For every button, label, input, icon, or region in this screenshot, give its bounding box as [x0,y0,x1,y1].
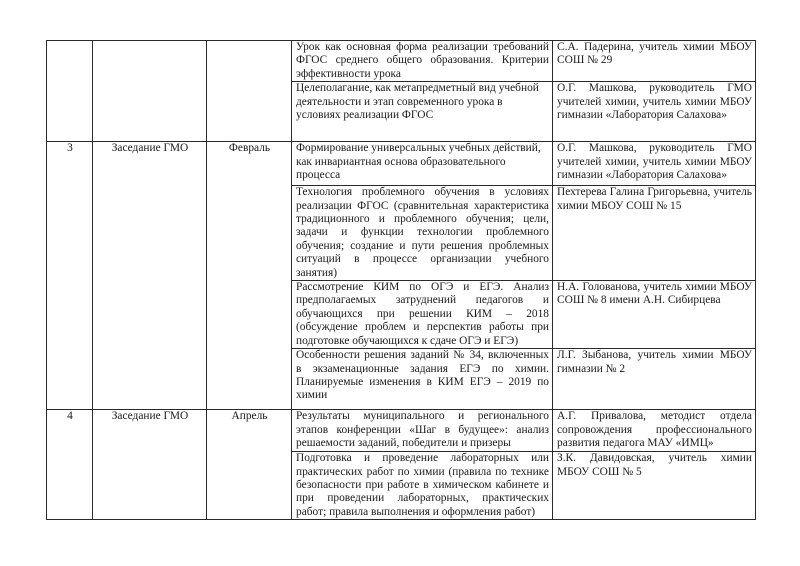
topic-cell [292,410,553,452]
topic-text: Рассмотрение КИМ по ОГЭ и ЕГЭ. Анализ предполагаемых затруднений педагогов и обучающихся при решении КИМ – 2018 (обсуждение проблем и перспектив работы при подготовке обучающихся к сдаче ОГЭ и ЕГЭ) [296,281,549,347]
table-row [47,410,756,452]
speaker-cell [553,281,756,349]
table-row [47,142,756,186]
month-cell [207,41,292,142]
topic-cell [292,349,553,410]
speaker-text: О.Г. Машкова, руководитель ГМО учителей химии, учитель химии МБОУ гимназии «Лаборатория Салахова» [557,82,752,122]
topic-text: Подготовка и проведение лабораторных или практических работ по химии (правила по технике безопасности при работе в химическом кабинете и при проведении лабораторных, практических работ; правила выполнения и оформления работ) [296,452,549,518]
meetings-plan-table [46,40,756,520]
speaker-text: Н.А. Голованова, учитель химии МБОУ СОШ № 8 имени А.Н. Сибирцева [557,281,752,307]
speaker-cell [553,142,756,186]
topic-text: Результаты муниципального и регионального этапов конференции «Шаг в будущее»: анализ решаемости заданий, победители и призеры [296,410,549,449]
topic-text: Формирование универсальных учебных действий, как инвариантная основа образовательного процесса [296,142,541,182]
speaker-text: З.К. Давидовская, учитель химии МБОУ СОШ № 5 [557,452,752,478]
topic-cell [292,281,553,349]
speaker-cell [553,452,756,520]
topic-cell [292,186,553,281]
topic-cell [292,452,553,520]
speaker-cell [553,410,756,452]
speaker-text: О.Г. Машкова, руководитель ГМО учителей химии, учитель химии МБОУ гимназии «Лаборатория Салахова» [557,142,752,182]
topic-cell [292,142,553,186]
topic-text: Особенности решения заданий № 34, включенных в экзаменационные задания ЕГЭ по химии. Планируемые изменения в КИМ ЕГЭ – 2019 по химии [296,349,549,402]
event-form-cell: Заседание ГМО [93,142,207,410]
month-cell: Февраль [207,142,292,410]
topic-text: Технология проблемного обучения в условиях реализации ФГОС (сравнительная характеристика традиционного и проблемного обучения; цели, задачи и функции технологии проблемного обучения; создание и пути решения проблемных ситуаций в процессе организации учебного занятия) [296,186,549,279]
topic-text: Урок как основная форма реализации требований ФГОС среднего общего образования. Критерии эффективности урока [296,41,549,80]
speaker-text: А.Г. Привалова, методист отдела сопровождения профессионального развития педагога МАУ «ИМЦ» [557,410,752,449]
topic-cell [292,41,553,82]
speaker-text: С.А. Падерина, учитель химии МБОУ СОШ № 29 [557,41,752,67]
row-number-cell: 3 [47,142,93,410]
topic-text: Целеполагание, как метапредметный вид учебной деятельности и этап современного урока в условиях реализации ФГОС [296,82,539,122]
event-form-cell: Заседание ГМО [93,410,207,520]
table-row [47,41,756,82]
speaker-cell [553,349,756,410]
speaker-cell [553,186,756,281]
speaker-text: Пехтерева Галина Григорьевна, учитель химии МБОУ СОШ № 15 [557,186,752,212]
speaker-cell [553,82,756,142]
speaker-cell [553,41,756,82]
row-number-cell: 4 [47,410,93,520]
event-form-cell [93,41,207,142]
topic-cell [292,82,553,142]
row-number-cell [47,41,93,142]
speaker-text: Л.Г. Зыбанова, учитель химии МБОУ гимназии № 2 [557,349,752,375]
month-cell: Апрель [207,410,292,520]
